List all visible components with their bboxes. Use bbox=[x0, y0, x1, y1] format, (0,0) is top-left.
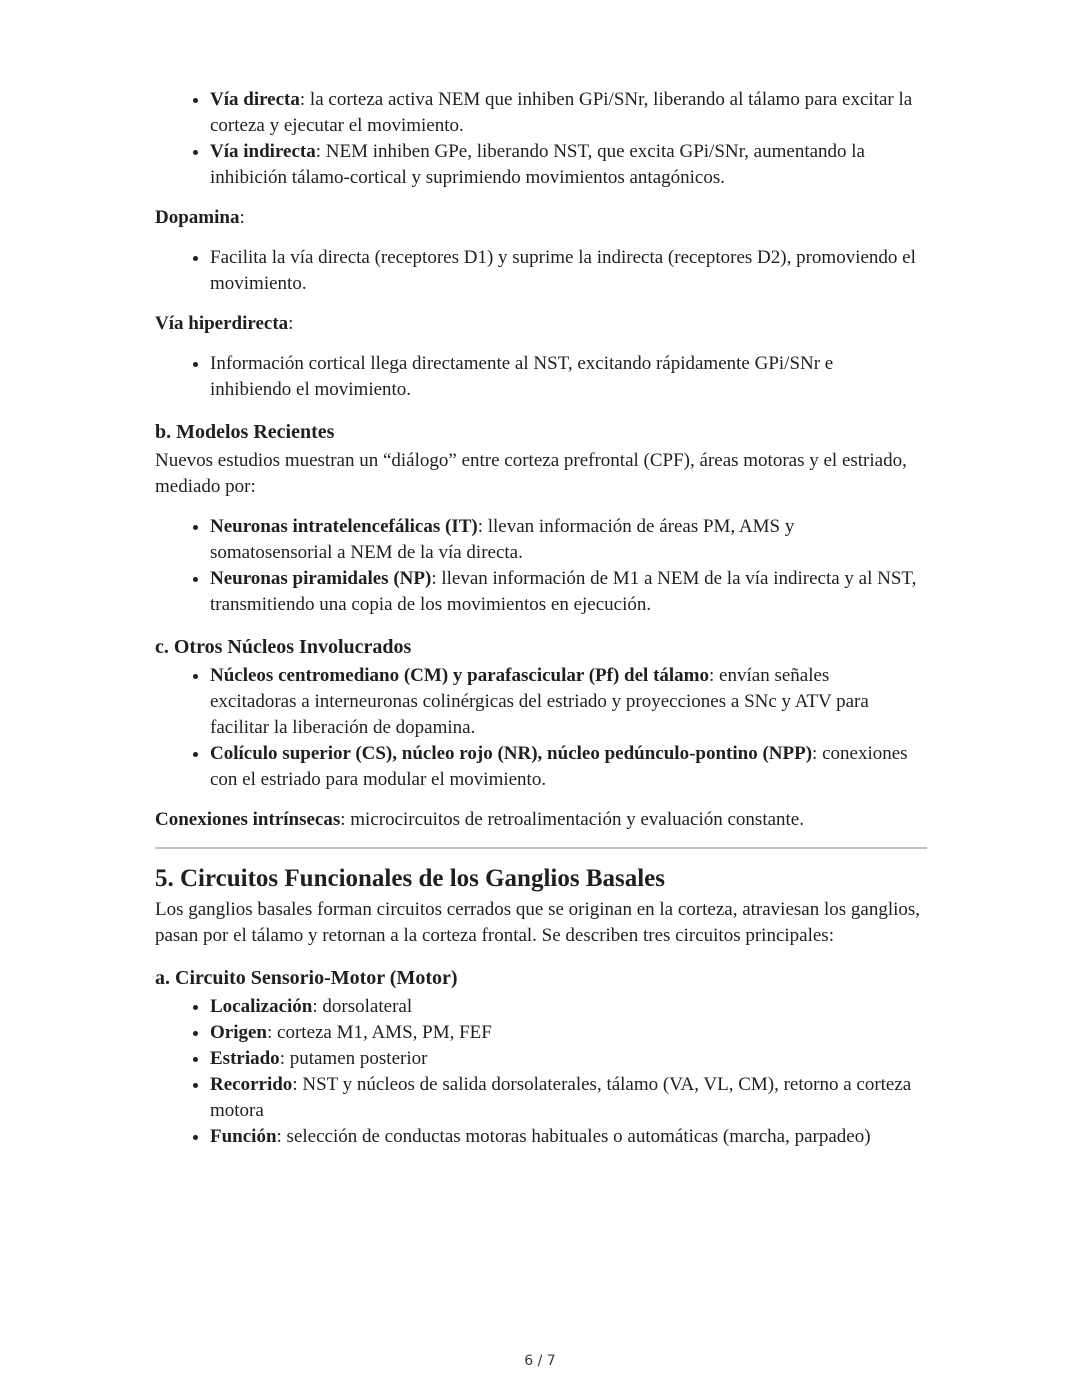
item-text: : llevan información de áreas PM, AMS y somatosensorial a NEM de la vía directa. bbox=[210, 516, 795, 563]
list-item-via-indirecta bbox=[210, 139, 917, 191]
term: Dopamina bbox=[155, 207, 240, 228]
item-text: Información cortical llega directamente al NST, excitando rápidamente GPi/SNr e inhibiendo el movimiento. bbox=[210, 353, 834, 400]
list-item-cm-pf bbox=[210, 663, 917, 741]
hyperdirect-label bbox=[155, 311, 927, 337]
term: Vía hiperdirecta bbox=[155, 313, 289, 334]
item-text: : microcircuitos de retroalimentación y evaluación constante. bbox=[340, 809, 804, 830]
item-term: Vía directa bbox=[210, 89, 300, 110]
list-item-recorrido bbox=[210, 1072, 917, 1124]
list-item-dopamine-role bbox=[210, 245, 917, 297]
document-content bbox=[155, 73, 927, 1164]
item-text: : dorsolateral bbox=[312, 996, 413, 1017]
item-term: Neuronas intratelencefálicas (IT) bbox=[210, 516, 478, 537]
item-text: : putamen posterior bbox=[279, 1048, 428, 1069]
item-term: Colículo superior (CS), núcleo rojo (NR), núcleo pedúnculo-pontino (NPP) bbox=[210, 743, 813, 764]
list-item-via-directa bbox=[210, 87, 917, 139]
item-text: : conexiones con el estriado para modular el movimiento. bbox=[210, 743, 908, 790]
item-text: : envían señales excitadoras a interneuronas colinérgicas del estriado y proyecciones a SNc y ATV para facilitar la liberación de dopamina. bbox=[210, 665, 869, 738]
item-text: : la corteza activa NEM que inhiben GPi/SNr, liberando al tálamo para excitar la corteza y ejecutar el movimiento. bbox=[210, 89, 913, 136]
item-term: Localización bbox=[210, 996, 313, 1017]
term: Conexiones intrínsecas bbox=[155, 809, 341, 830]
recent-models-intro: Nuevos estudios muestran un “diálogo” entre corteza prefrontal (CPF), áreas motoras y el estriado, mediado por: bbox=[155, 450, 907, 497]
section-divider bbox=[155, 847, 927, 849]
item-term: Recorrido bbox=[210, 1074, 293, 1095]
item-text: : NEM inhiben GPe, liberando NST, que excita GPi/SNr, aumentando la inhibición tálamo-cortical y suprimiendo movimientos antagónicos. bbox=[210, 141, 865, 188]
item-term: Estriado bbox=[210, 1048, 280, 1069]
page-footer bbox=[0, 1352, 1080, 1370]
section-heading-other-nuclei: c. Otros Núcleos Involucrados bbox=[155, 636, 412, 658]
section-heading-recent-models: b. Modelos Recientes bbox=[155, 421, 335, 443]
item-term: Núcleos centromediano (CM) y parafascicular (Pf) del tálamo bbox=[210, 665, 710, 686]
item-term: Función bbox=[210, 1126, 277, 1147]
item-text: : NST y núcleos de salida dorsolaterales, tálamo (VA, VL, CM), retorno a corteza motora bbox=[210, 1074, 912, 1121]
punctuation: : bbox=[288, 313, 294, 334]
section-heading-sensorimotor: a. Circuito Sensorio-Motor (Motor) bbox=[155, 967, 458, 989]
list-item-hyperdirect-role bbox=[210, 351, 917, 403]
pathways-list bbox=[155, 87, 927, 191]
hyperdirect-list bbox=[155, 351, 927, 403]
list-item-estriado bbox=[210, 1046, 917, 1072]
item-text: : corteza M1, AMS, PM, FEF bbox=[267, 1022, 492, 1043]
item-term: Origen bbox=[210, 1022, 267, 1043]
list-item-it-neurons bbox=[210, 514, 917, 566]
intrinsic-connections bbox=[155, 807, 927, 833]
item-term: Vía indirecta bbox=[210, 141, 316, 162]
sensorimotor-list bbox=[155, 994, 927, 1150]
recent-models-list bbox=[155, 514, 927, 618]
page-number: 6 / 7 bbox=[524, 1353, 556, 1369]
list-item-funcion bbox=[210, 1124, 917, 1150]
functional-circuits-intro: Los ganglios basales forman circuitos cerrados que se originan en la corteza, atraviesan los ganglios, pasan por el tálamo y retornan a la corteza frontal. Se describen tres circuitos principales: bbox=[155, 899, 921, 946]
other-nuclei-list bbox=[155, 663, 927, 793]
item-text: : llevan información de M1 a NEM de la vía indirecta y al NST, transmitiendo una copia de los movimientos en ejecución. bbox=[210, 568, 917, 615]
list-item-origen bbox=[210, 1020, 917, 1046]
section-heading-functional-circuits: 5. Circuitos Funcionales de los Ganglios Basales bbox=[155, 865, 666, 892]
punctuation: : bbox=[239, 207, 245, 228]
dopamine-list bbox=[155, 245, 927, 297]
item-text: : selección de conductas motoras habituales o automáticas (marcha, parpadeo) bbox=[276, 1126, 871, 1147]
list-item-localizacion bbox=[210, 994, 917, 1020]
dopamine-label bbox=[155, 205, 927, 231]
list-item-np-neurons bbox=[210, 566, 917, 618]
item-text: Facilita la vía directa (receptores D1) y suprime la indirecta (receptores D2), promoviendo el movimiento. bbox=[210, 247, 916, 294]
item-term: Neuronas piramidales (NP) bbox=[210, 568, 432, 589]
list-item-cs-nr-npp bbox=[210, 741, 917, 793]
